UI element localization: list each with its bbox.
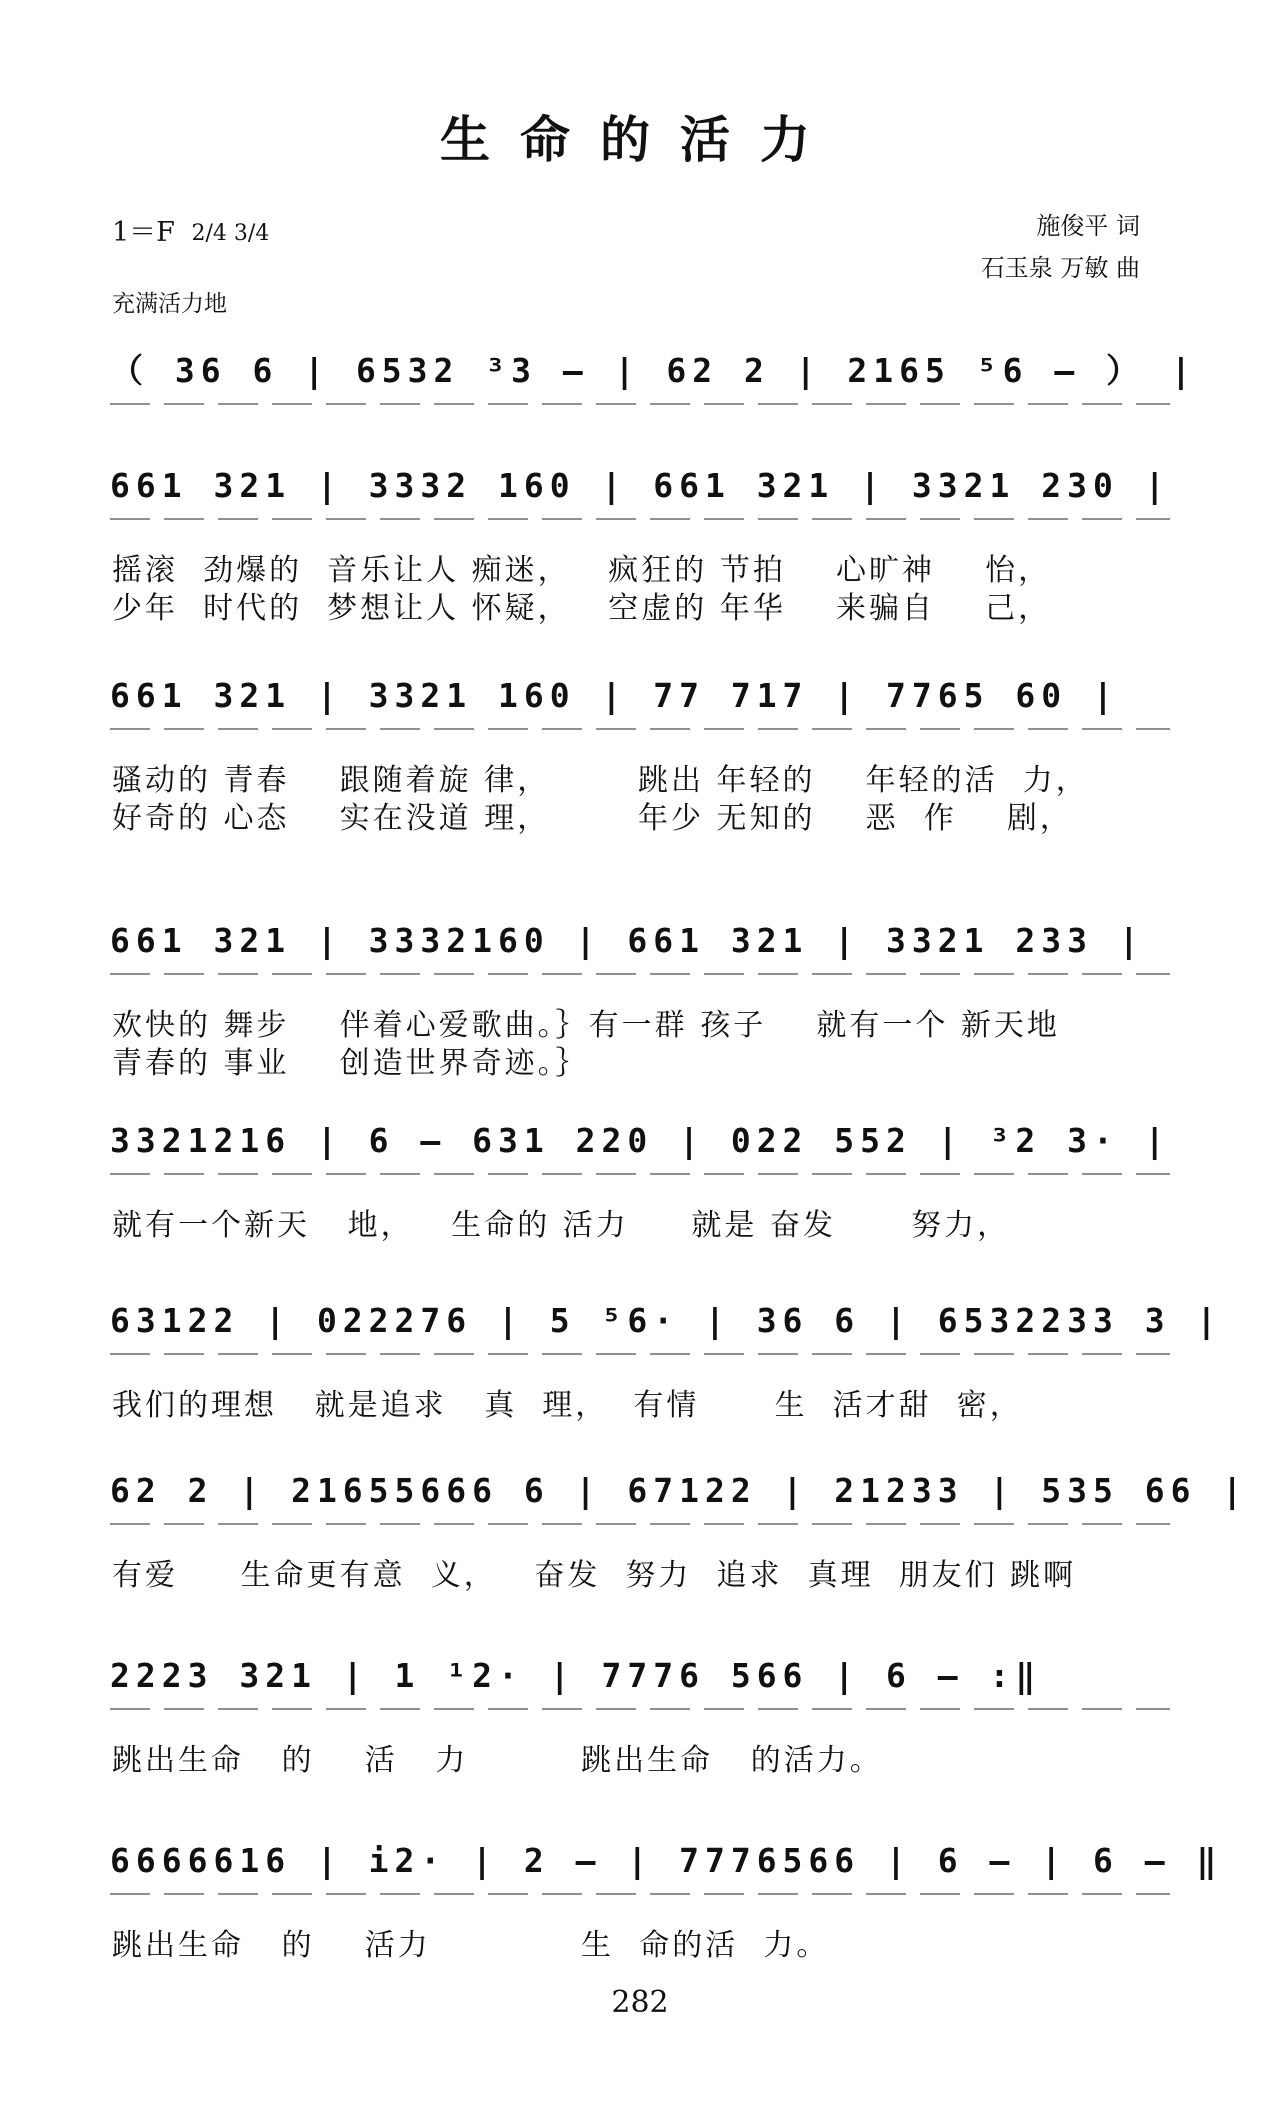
beam-underline <box>110 400 1190 414</box>
lyric-line: 好奇的 心态 实在没道 理， 年少 无知的 恶 作 剧， <box>112 801 1073 836</box>
score-system <box>110 665 1190 836</box>
score-system <box>110 1110 1190 1243</box>
key-signature <box>112 210 269 249</box>
lyric-line: 我们的理想 就是追求 真 理， 有情 生 活才甜 密， <box>112 1388 1023 1423</box>
lyric-line: 青春的 事业 创造世界奇迹。｝ <box>112 1046 589 1081</box>
score-system <box>110 1830 1223 1963</box>
notation-line: 661 321 | 3332160 | 661 321 | 3321 233 | <box>110 921 1145 960</box>
notation-line: 6666616 | i2· | 2 — | 7776566 | 6 — | 6 — ‖ <box>110 1841 1223 1880</box>
score-system <box>110 1645 1190 1778</box>
lyric-line: 骚动的 青春 跟随着旋 律， 跳出 年轻的 年轻的活 力， <box>112 763 1089 798</box>
composer-credit: 石玉泉 万敏 曲 <box>980 254 1140 282</box>
notation-line: （ 36 6 | 6532 ³3 — | 62 2 | 2165 ⁵6 — ） | <box>110 351 1197 390</box>
lyric-line: 有爱 生命更有意 义， 奋发 努力 追求 真理 朋友们 跳啊 <box>112 1558 1077 1593</box>
score-system <box>110 455 1190 626</box>
beam-underline <box>110 970 1190 984</box>
lyricist-credit: 施俊平 词 <box>1036 212 1140 240</box>
notation-line: 63122 | 022276 | 5 ⁵6· | 36 6 | 6532233 3 | <box>110 1301 1223 1340</box>
tempo-marking: 充满活力地 <box>112 291 227 317</box>
score-system <box>110 1290 1223 1423</box>
lyric-line: 跳出生命 的 活力 生 命的活 力。 <box>112 1928 830 1963</box>
credits <box>981 205 1140 289</box>
score-system <box>110 1460 1249 1593</box>
beam-underline <box>110 515 1190 529</box>
notation-line: 661 321 | 3332 160 | 661 321 | 3321 230 | <box>110 466 1171 505</box>
beam-underline <box>110 1350 1190 1364</box>
beam-underline <box>110 1520 1190 1534</box>
beam-underline <box>110 1890 1190 1904</box>
lyric-line: 就有一个新天 地， 生命的 活力 就是 奋发 努力， <box>112 1208 1011 1243</box>
key-label: 1＝F <box>112 217 175 248</box>
beam-underline <box>110 1170 1190 1184</box>
notation-line: 3321216 | 6 — 631 220 | 022 552 | ³2 3· | <box>110 1121 1171 1160</box>
beam-underline <box>110 725 1190 739</box>
page-number: 282 <box>611 1985 669 2020</box>
score-system <box>110 910 1190 1081</box>
notation-line: 2223 321 | 1 ¹2· | 7776 566 | 6 — :‖ <box>110 1656 1042 1695</box>
beam-underline <box>110 1705 1190 1719</box>
song-title: 生命的活力 <box>440 110 840 169</box>
score-system <box>110 340 1197 405</box>
lyric-line: 欢快的 舞步 伴着心爱歌曲。｝有一群 孩子 就有一个 新天地 <box>112 1008 1060 1043</box>
lyric-line: 跳出生命 的 活 力 跳出生命 的活力。 <box>112 1743 883 1778</box>
lyric-line: 摇滚 劲爆的 音乐让人 痴迷， 疯狂的 节拍 心旷神 怡， <box>112 553 1052 588</box>
lyric-line: 少年 时代的 梦想让人 怀疑， 空虚的 年华 来骗自 己， <box>112 591 1052 626</box>
notation-line: 661 321 | 3321 160 | 77 717 | 7765 60 | <box>110 676 1119 715</box>
time-signature: 2/4 3/4 <box>191 221 270 246</box>
notation-line: 62 2 | 21655666 6 | 67122 | 21233 | 535 66 | <box>110 1471 1249 1510</box>
